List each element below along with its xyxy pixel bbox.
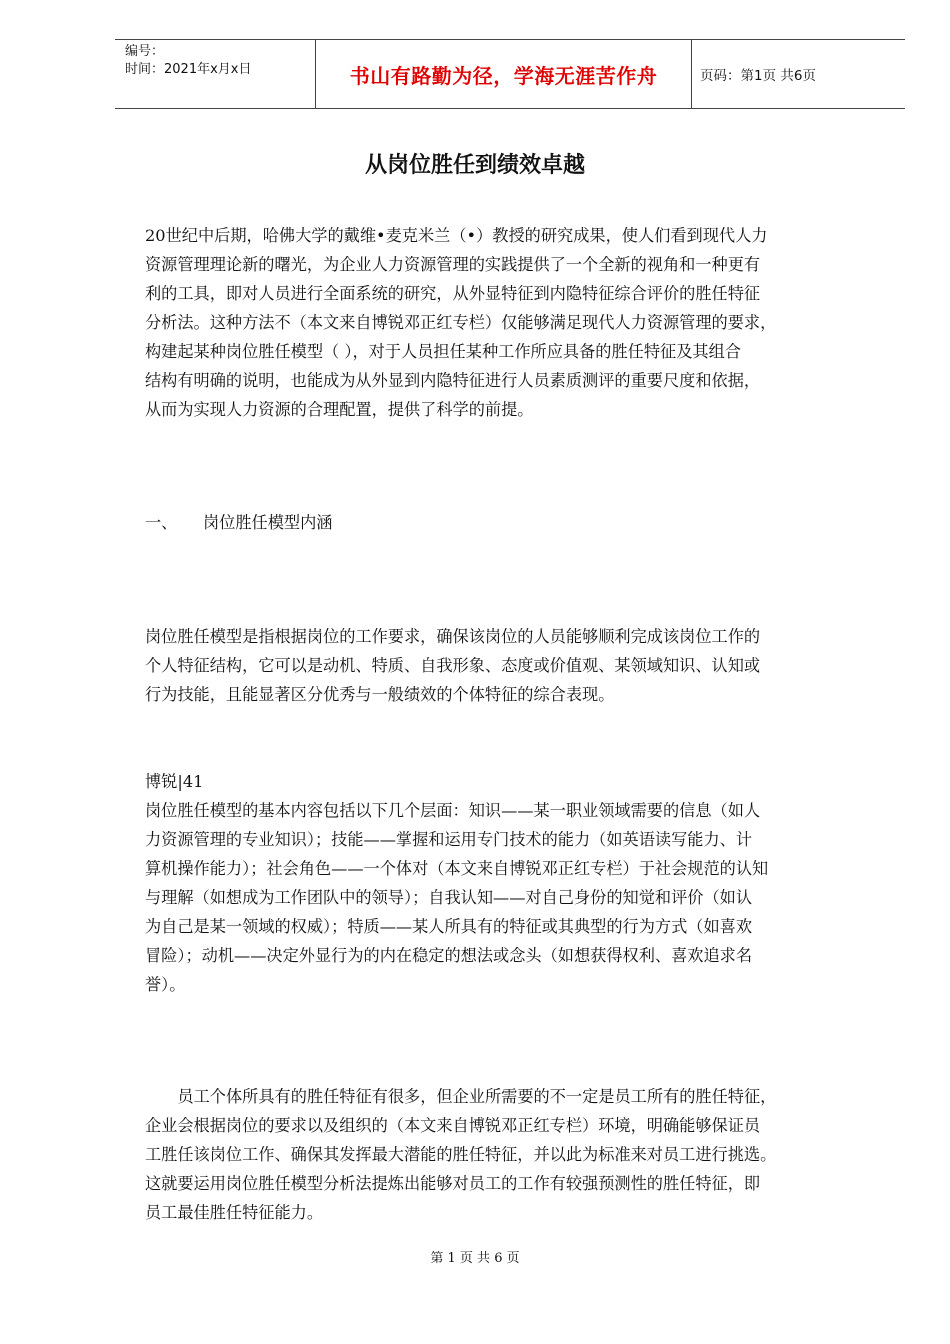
definition-line: 个人特征结构，它可以是动机、特质、自我形象、态度或价值观、某领域知识、认知或 bbox=[145, 656, 761, 675]
intro-line: 分析法。这种方法不（本文来自博锐邓正红专栏）仅能够满足现代人力资源管理的要求， bbox=[145, 313, 777, 332]
definition-line: 行为技能，且能显著区分优秀与一般绩效的个体特征的综合表现。 bbox=[145, 685, 615, 704]
employee-line: 这就要运用岗位胜任模型分析法提炼出能够对员工的工作有较强预测性的胜任特征，即 bbox=[145, 1174, 761, 1193]
section-heading bbox=[145, 508, 333, 537]
employee-line: 企业会根据岗位的要求以及组织的（本文来自博锐邓正红专栏）环境，明确能够保证员 bbox=[145, 1116, 761, 1135]
intro-line: 构建起某种岗位胜任模型（ ），对于人员担任某种工作所应具备的胜任特征及其组合 bbox=[145, 342, 741, 361]
content-line: 为自己是某一领域的权威）；特质——某人所具有的特征或其典型的行为方式（如喜欢 bbox=[145, 917, 753, 936]
header-meta bbox=[115, 40, 315, 108]
intro-line: 结构有明确的说明，也能成为从外显到内隐特征进行人员素质测评的重要尺度和依据， bbox=[145, 371, 761, 390]
definition-paragraph bbox=[145, 622, 885, 709]
intro-line: 资源管理理论新的曙光，为企业人力资源管理的实践提供了一个全新的视角和一种更有 bbox=[145, 255, 761, 274]
content-line: 与理解（如想成为工作团队中的领导）；自我认知——对自己身份的知觉和评价（如认 bbox=[145, 888, 753, 907]
section-number: 一、 bbox=[145, 513, 178, 532]
employee-line: 员工最佳胜任特征能力。 bbox=[145, 1203, 324, 1222]
content-line: 冒险）；动机——决定外显行为的内在稳定的想法或念头（如想获得权利、喜欢追求名 bbox=[145, 946, 753, 965]
header-page-info: 页码：第1页 共6页 bbox=[700, 68, 816, 84]
intro-line: 从而为实现人力资源的合理配置，提供了科学的前提。 bbox=[145, 400, 534, 419]
source-tag: 博锐|41 bbox=[145, 772, 204, 791]
intro-line: 利的工具，即对人员进行全面系统的研究，从外显特征到内隐特征综合评价的胜任特征 bbox=[145, 284, 761, 303]
intro-line: 20世纪中后期，哈佛大学的戴维•麦克米兰（•）教授的研究成果，使人们看到现代人力 bbox=[145, 226, 768, 245]
page-footer: 第 1 页 共 6 页 bbox=[430, 1251, 520, 1266]
content-paragraph bbox=[145, 767, 885, 999]
header-motto: 书山有路勤为径，学海无涯苦作舟 bbox=[349, 63, 658, 88]
definition-line: 岗位胜任模型是指根据岗位的工作要求，确保该岗位的人员能够顺利完成该岗位工作的 bbox=[145, 627, 761, 646]
document-header bbox=[115, 39, 905, 109]
content-line: 岗位胜任模型的基本内容包括以下几个层面：知识——某一职业领域需要的信息（如人 bbox=[145, 801, 761, 820]
content-line: 算机操作能力）；社会角色——一个体对（本文来自博锐邓正红专栏）于社会规范的认知 bbox=[145, 859, 769, 878]
header-page-cell bbox=[692, 40, 905, 108]
employee-line: 员工个体所具有的胜任特征有很多，但企业所需要的不一定是员工所有的胜任特征， bbox=[177, 1087, 777, 1106]
intro-paragraph bbox=[145, 221, 885, 424]
header-number-label: 编号： bbox=[125, 44, 165, 59]
section-title: 岗位胜任模型内涵 bbox=[203, 513, 333, 532]
header-time-label: 时间：2021年x月x日 bbox=[125, 62, 252, 77]
document-title: 从岗位胜任到绩效卓越 bbox=[364, 153, 585, 178]
header-motto-cell bbox=[315, 40, 692, 108]
employee-line: 工胜任该岗位工作、确保其发挥最大潜能的胜任特征，并以此为标准来对员工进行挑选。 bbox=[145, 1145, 777, 1164]
content-line: 力资源管理的专业知识）；技能——掌握和运用专门技术的能力（如英语读写能力、计 bbox=[145, 830, 753, 849]
employee-paragraph bbox=[145, 1082, 885, 1227]
content-line: 誉）。 bbox=[145, 975, 186, 994]
